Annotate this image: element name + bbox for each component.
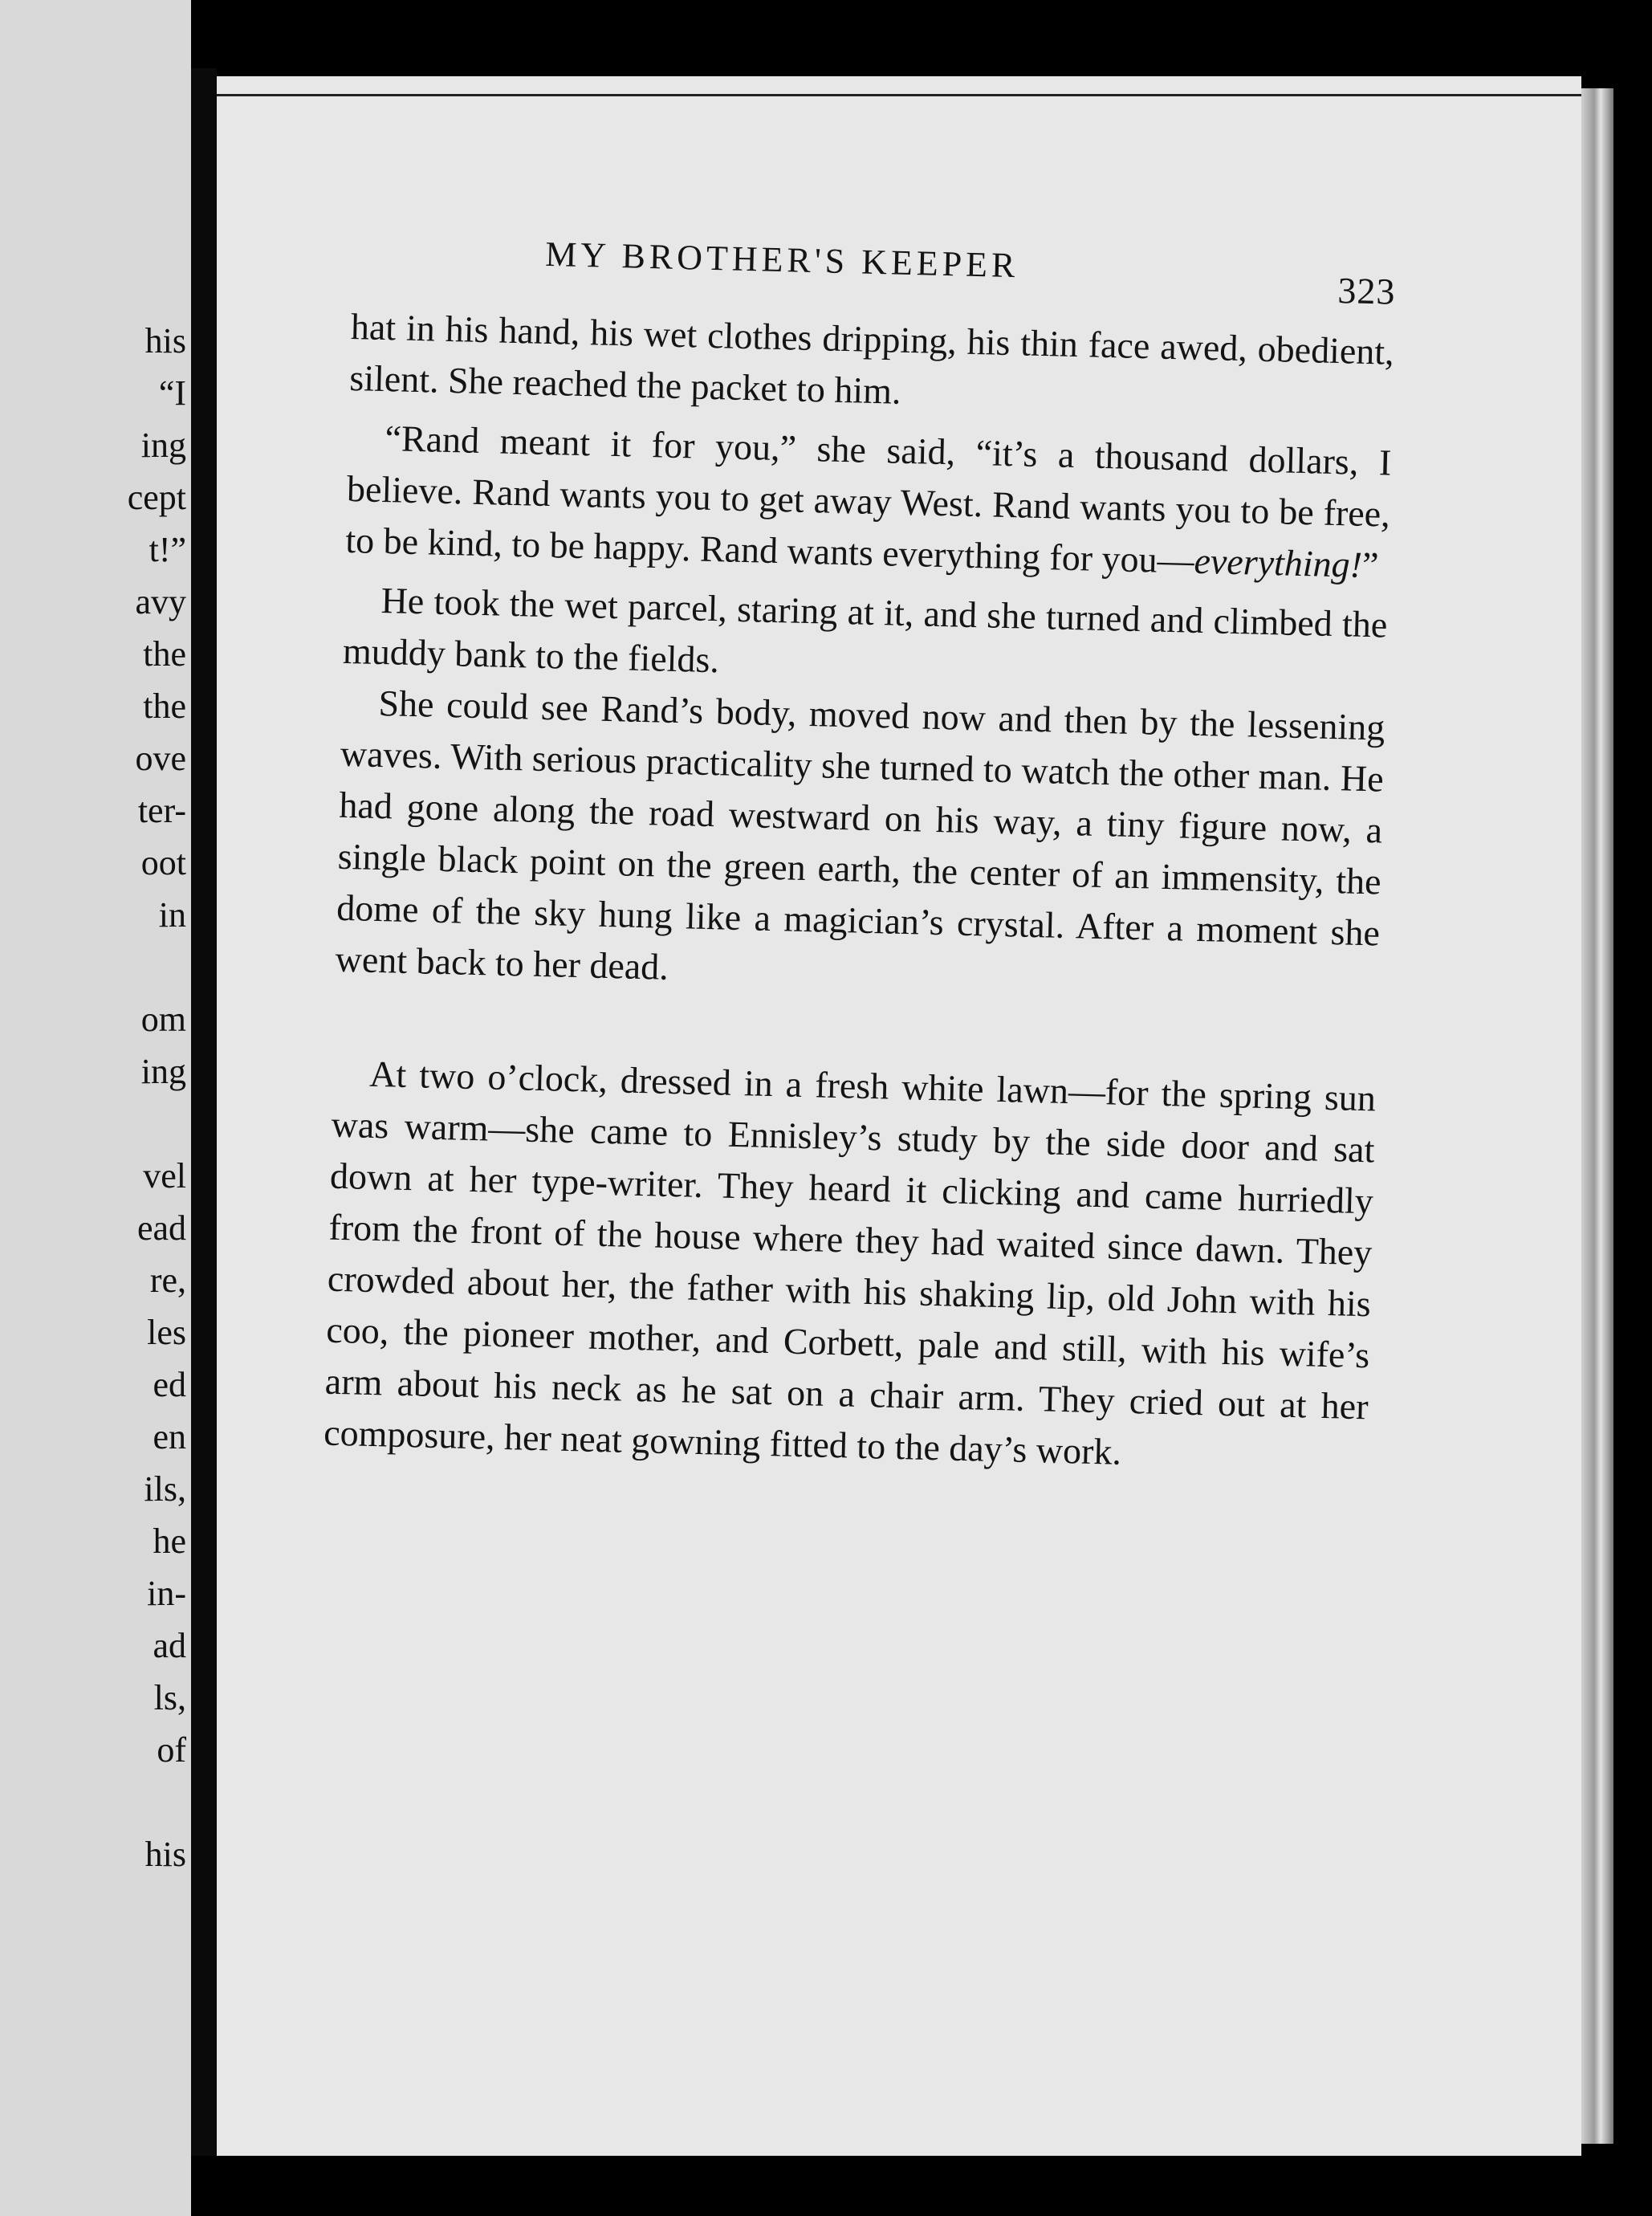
paragraph: She could see Rand’s body, moved now and then by the lessening waves. With serious practicality she turned to watch the other man. He had gone along the road westward on his way, a tiny figure now, a single black point on the green earth, the center of an immensity, the dome of the sky hung like a magician’s crystal. After a moment she went back to her dead.: [335, 682, 1385, 988]
facing-page-line: avy: [135, 582, 186, 621]
facing-page-line: in: [158, 895, 186, 935]
facing-page-line: om: [140, 1000, 186, 1039]
facing-page-line: his: [144, 1835, 186, 1874]
facing-page-line: “I: [158, 373, 186, 413]
paragraph: At two o’clock, dressed in a fresh white lawn—for the spring sun was warm—she came to Ennisley’s study by the side door and sat down at her type-writer. They heard it clicking and came hurriedly from the front of the house where they had waited since dawn. They crowded about her, the father with his shaking lip, old John with his coo, the pioneer mother, and Corbett, pale and still, with his wife’s arm about his neck as he sat on a chair arm. They cried out at her composure, her neat gowning fitted to the day’s work.: [323, 1053, 1377, 1473]
facing-page-line: re,: [149, 1261, 186, 1300]
facing-page-line: he: [153, 1521, 186, 1561]
paragraph: [345, 412, 1392, 592]
book-gutter: [191, 68, 217, 2156]
emphasis-text: everything!: [1193, 540, 1363, 585]
facing-page-line: en: [153, 1417, 186, 1456]
facing-page-line: [128, 1776, 186, 1828]
facing-page-line: of: [157, 1730, 186, 1770]
facing-page-line: the: [143, 686, 186, 726]
facing-page-line: ils,: [144, 1469, 186, 1509]
facing-page-line: [128, 1098, 186, 1150]
page-text-block: [323, 229, 1397, 1484]
facing-page-line: ing: [140, 426, 186, 465]
facing-page-line: ead: [136, 1208, 186, 1248]
closing-quote: ”: [1361, 544, 1380, 586]
facing-page-line: ter-: [137, 791, 186, 830]
page-number: 323: [1337, 269, 1397, 312]
paragraph-text: “Rand meant it for you,” she said, “it’s a thousand dollars, I believe. Rand wants you to get away West. Rand wants you to be free, to be kind, to be happy. Rand wants everything for you—: [344, 418, 1392, 581]
facing-page-line: les: [147, 1313, 186, 1352]
facing-page-line: oot: [140, 843, 186, 882]
running-title: MY BROTHER'S KEEPER: [544, 234, 1019, 286]
facing-page-line: ed: [153, 1365, 186, 1404]
facing-page-line: ing: [140, 1052, 186, 1091]
facing-page-line: cept: [127, 478, 186, 517]
facing-page-line: ove: [135, 739, 186, 778]
facing-page-line: ad: [153, 1626, 186, 1665]
facing-page-line: in-: [147, 1574, 186, 1613]
facing-page-line: t!”: [149, 530, 186, 569]
paragraph: He took the wet parcel, staring at it, and she turned and climbed the muddy bank to the fields.: [342, 579, 1388, 681]
paragraph: hat in his hand, his wet clothes dripping, his thin face awed, obedient, silent. She reached the packet to him.: [348, 305, 1395, 412]
facing-page-line: ls,: [153, 1678, 186, 1717]
facing-page-line: vel: [143, 1156, 186, 1196]
book-page: [217, 76, 1581, 2156]
facing-page-line: the: [143, 634, 186, 674]
facing-page-line: his: [144, 321, 186, 361]
facing-page-text: [128, 315, 186, 1880]
facing-page-line: [128, 941, 186, 993]
page-edge: [1581, 88, 1613, 2144]
page-top-edge: [217, 94, 1581, 96]
facing-page: [0, 0, 191, 2216]
